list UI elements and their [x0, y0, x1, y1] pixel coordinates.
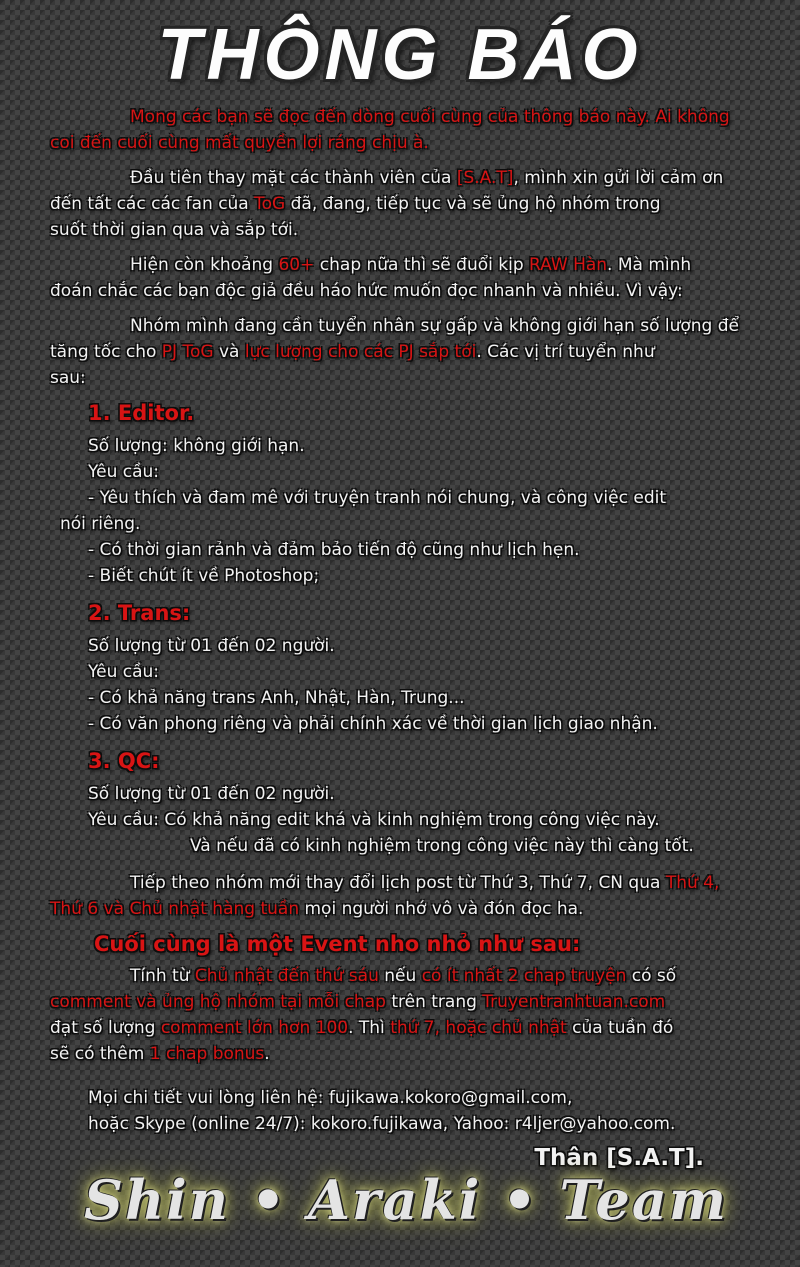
- highlighted-text: [S.A.T]: [456, 168, 514, 188]
- highlighted-text: 1 chap bonus: [149, 1044, 265, 1064]
- text-segment: , mình xin gửi lời cảm ơn: [513, 168, 724, 188]
- text-segment: đã, đang, tiếp tục và sẽ ủng hộ nhóm trong: [285, 194, 661, 214]
- highlighted-text: Mong các bạn sẽ đọc đến dòng cuối cùng của thông báo này. Ai không: [130, 107, 730, 127]
- event-heading: Cuối cùng là một Event nho nhỏ như sau:: [94, 932, 581, 956]
- text-segment: Tiếp theo nhóm mới thay đổi lịch post từ Thứ 3, Thứ 7, CN qua: [130, 873, 666, 893]
- highlighted-text: coi đến cuối cùng mất quyền lợi ráng chịu à.: [50, 133, 429, 153]
- text-segment: có số: [626, 966, 677, 986]
- highlighted-text: ToG: [254, 194, 286, 214]
- text-segment: . Mà mình: [607, 255, 692, 275]
- text-line: [88, 781, 762, 807]
- text-segment: Đầu tiên thay mặt các thành viên của: [130, 168, 457, 188]
- team-logo: Shin • Araki • Team: [84, 1168, 728, 1232]
- text-segment: chap nữa thì sẽ đuổi kịp: [314, 255, 530, 275]
- section-editor-heading: 1. Editor.: [88, 401, 195, 425]
- text-line: [50, 989, 762, 1015]
- text-segment: hoặc Skype (online 24/7): kokoro.fujikawa, Yahoo: r4ljer@yahoo.com.: [88, 1114, 676, 1134]
- text-line: [50, 278, 762, 304]
- text-line: [50, 165, 762, 191]
- text-line: [50, 217, 762, 243]
- highlighted-text: có ít nhất 2 chap truyện: [421, 966, 627, 986]
- text-line: [50, 130, 762, 156]
- text-line: [88, 485, 762, 511]
- section-editor-details: [60, 433, 762, 589]
- text-segment: của tuần đó: [566, 1018, 674, 1038]
- text-segment: Số lượng: không giới hạn.: [88, 436, 305, 456]
- text-segment: - Yêu thích và đam mê với truyện tranh nói chung, và công việc edit: [88, 488, 667, 508]
- text-segment: nói riêng.: [60, 514, 141, 534]
- text-segment: sẽ có thêm: [50, 1044, 150, 1064]
- highlighted-text: 60+: [278, 255, 315, 275]
- text-line: [50, 252, 762, 278]
- section-qc: [88, 748, 762, 859]
- text-line: [88, 537, 762, 563]
- text-line: [50, 870, 762, 896]
- text-line: [88, 433, 762, 459]
- text-segment: đến tất các các fan của: [50, 194, 255, 214]
- text-segment: .: [264, 1044, 270, 1064]
- text-line: [50, 191, 762, 217]
- text-segment: Yêu cầu:: [88, 662, 160, 682]
- text-segment: và: [213, 342, 245, 362]
- text-segment: Số lượng từ 01 đến 02 người.: [88, 784, 335, 804]
- text-segment: đạt số lượng: [50, 1018, 161, 1038]
- text-line: [50, 104, 762, 130]
- text-segment: - Có văn phong riêng và phải chính xác về thời gian lịch giao nhận.: [88, 714, 658, 734]
- text-line: [88, 685, 762, 711]
- paragraph-recruitment: [50, 313, 762, 391]
- section-trans-heading: 2. Trans:: [88, 601, 191, 625]
- text-line: [88, 711, 762, 737]
- highlighted-text: PJ ToG: [161, 342, 214, 362]
- text-line: [50, 365, 762, 391]
- text-segment: tăng tốc cho: [50, 342, 162, 362]
- text-line: [88, 633, 762, 659]
- text-segment: suốt thời gian qua và sắp tới.: [50, 220, 299, 240]
- text-segment: mọi người nhớ vô và đón đọc ha.: [299, 899, 584, 919]
- highlighted-text: lực lượng cho các PJ sắp tới: [244, 342, 477, 362]
- text-line: [88, 459, 762, 485]
- text-line: [88, 1111, 762, 1137]
- page-title: THÔNG BÁO: [157, 15, 643, 95]
- text-segment: Số lượng từ 01 đến 02 người.: [88, 636, 335, 656]
- text-segment: Tính từ: [130, 966, 195, 986]
- text-line: [88, 807, 762, 833]
- text-segment: Yêu cầu:: [88, 462, 160, 482]
- contact-info: [88, 1085, 762, 1137]
- highlighted-text: Truyentranhtuan.com: [482, 992, 666, 1012]
- text-segment: Yêu cầu: Có khả năng edit khá và kinh nghiệm trong công việc này.: [88, 810, 660, 830]
- highlighted-text: Thứ 4,: [665, 873, 720, 893]
- signature: Thân [S.A.T].: [534, 1145, 704, 1171]
- text-segment: Nhóm mình đang cần tuyển nhân sự gấp và không giới hạn số lượng để: [130, 316, 739, 336]
- text-line: [60, 511, 762, 537]
- text-line: [50, 963, 762, 989]
- text-line: [50, 313, 762, 339]
- highlighted-text: Thứ 6 và Chủ nhật hàng tuần: [50, 899, 300, 919]
- text-segment: Và nếu đã có kinh nghiệm trong công việc này thì càng tốt.: [190, 836, 694, 856]
- intro-warning: [50, 104, 762, 156]
- section-trans-details: [88, 633, 762, 737]
- highlighted-text: Chủ nhật đến thứ sáu: [194, 966, 379, 986]
- text-line: [50, 896, 762, 922]
- section-qc-heading: 3. QC:: [88, 749, 160, 773]
- text-segment: trên trang: [385, 992, 483, 1012]
- text-line: [50, 339, 762, 365]
- paragraph-thanks: [50, 165, 762, 243]
- text-segment: nếu: [378, 966, 422, 986]
- text-line: [88, 659, 762, 685]
- highlighted-text: comment lớn hơn 100: [160, 1018, 349, 1038]
- highlighted-text: RAW Hàn: [529, 255, 608, 275]
- highlighted-text: thứ 7, hoặc chủ nhật: [390, 1018, 567, 1038]
- section-editor: [60, 400, 762, 589]
- text-segment: - Có khả năng trans Anh, Nhật, Hàn, Trung...: [88, 688, 465, 708]
- text-segment: . Các vị trí tuyển như: [476, 342, 655, 362]
- section-trans: [88, 600, 762, 737]
- text-segment: Hiện còn khoảng: [130, 255, 279, 275]
- text-segment: - Biết chút ít về Photoshop;: [88, 566, 320, 586]
- paragraph-schedule: [50, 870, 762, 922]
- event-details: [50, 963, 762, 1067]
- section-qc-details: [88, 781, 762, 859]
- paragraph-progress: [50, 252, 762, 304]
- text-line: [88, 833, 762, 859]
- text-line: [88, 1085, 762, 1111]
- text-line: [50, 1041, 762, 1067]
- text-segment: - Có thời gian rảnh và đảm bảo tiến độ cũng như lịch hẹn.: [88, 540, 580, 560]
- highlighted-text: comment và ủng hộ nhóm tại mỗi chap: [50, 992, 386, 1012]
- text-line: [88, 563, 762, 589]
- text-segment: đoán chắc các bạn độc giả đều háo hức muốn đọc nhanh và nhiều. Vì vậy:: [50, 281, 683, 301]
- event-section: [50, 931, 762, 1067]
- text-segment: . Thì: [348, 1018, 391, 1038]
- text-segment: Mọi chi tiết vui lòng liên hệ: fujikawa.kokoro@gmail.com,: [88, 1088, 573, 1108]
- announcement-body: [0, 94, 800, 1232]
- text-segment: sau:: [50, 368, 86, 388]
- text-line: [50, 1015, 762, 1041]
